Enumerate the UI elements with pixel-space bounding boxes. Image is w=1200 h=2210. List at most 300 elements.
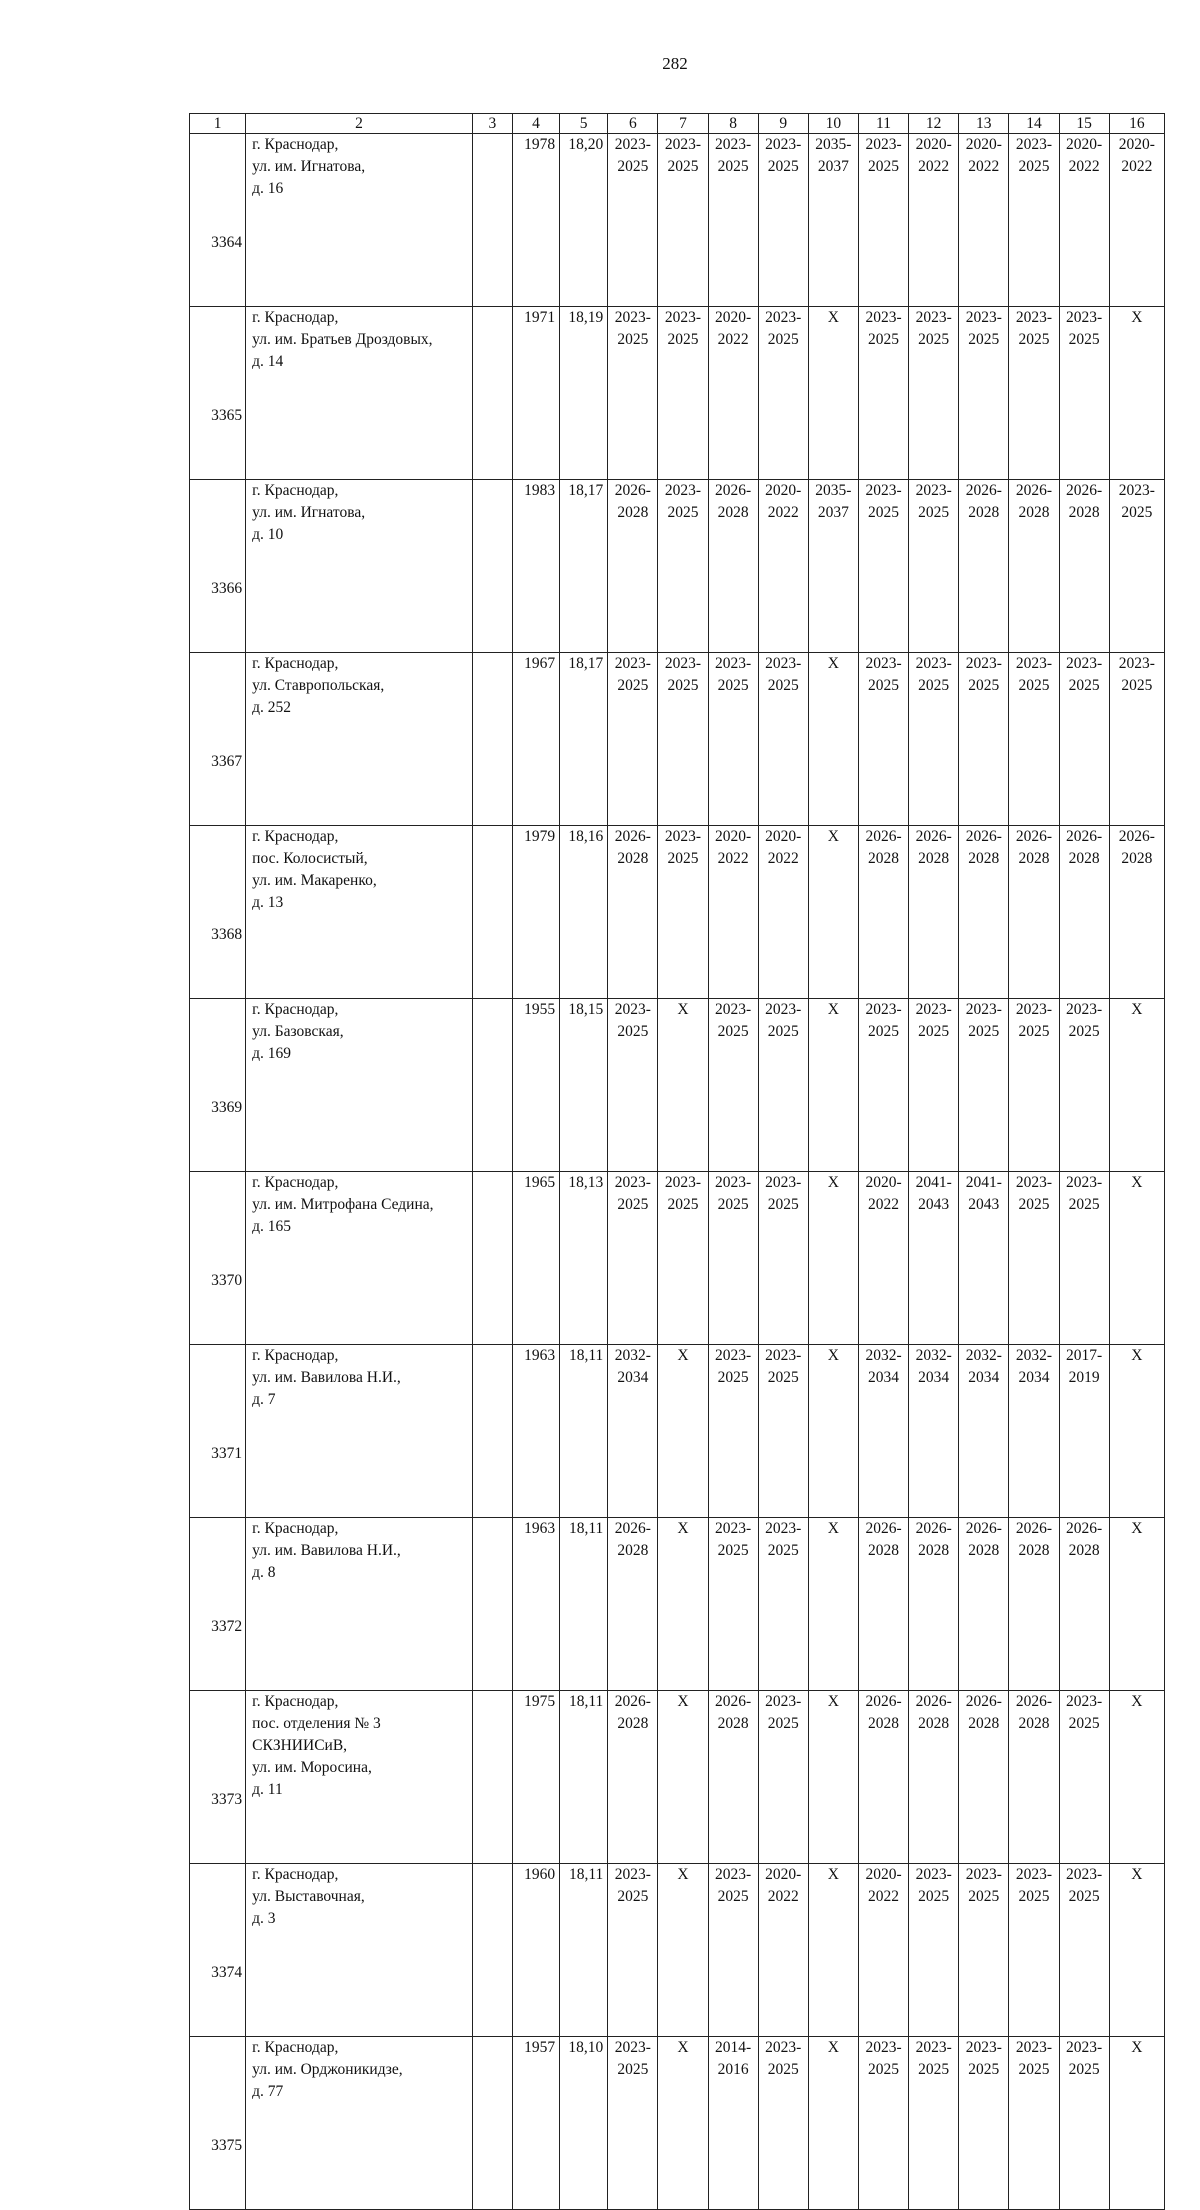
address-line: д. 14 <box>252 353 284 370</box>
period-cell-col-7 <box>658 1345 708 1518</box>
period-start: 2032- <box>965 1347 1002 1364</box>
column-3-cell <box>472 999 512 1172</box>
period-cell-col-11 <box>858 826 908 999</box>
period-start: 2023- <box>614 2039 651 2056</box>
period-start: X <box>1131 1347 1143 1364</box>
period-end: 2025 <box>968 1888 1000 1905</box>
address-line: д. 169 <box>252 1045 292 1062</box>
period-cell-col-7 <box>658 480 708 653</box>
period-cell-col-15 <box>1059 1518 1109 1691</box>
period-cell-col-14 <box>1009 1691 1059 1864</box>
build-year-cell: 1963 <box>512 1518 559 1691</box>
period-cell-col-14 <box>1009 2037 1059 2210</box>
period-start: X <box>827 655 839 672</box>
period-end: 2025 <box>1018 677 1050 694</box>
address-cell <box>246 480 473 653</box>
period-start: 2023- <box>765 2039 802 2056</box>
period-cell-col-15 <box>1059 826 1109 999</box>
period-end: 2025 <box>868 1023 900 1040</box>
period-end: 2028 <box>617 504 649 521</box>
period-end: 2025 <box>1068 2061 1100 2078</box>
table-row <box>190 1864 1165 2037</box>
address-line: г. Краснодар, <box>252 1001 339 1018</box>
address-line: г. Краснодар, <box>252 1174 339 1191</box>
period-cell-col-9 <box>758 826 808 999</box>
build-year-cell: 1960 <box>512 1864 559 2037</box>
period-cell-col-10 <box>808 826 858 999</box>
period-start: 2023- <box>1015 655 1053 672</box>
table-row <box>190 1691 1165 1864</box>
address-line: г. Краснодар, <box>252 828 339 845</box>
period-end: 2022 <box>1068 158 1100 175</box>
period-start: 2032- <box>915 1347 952 1364</box>
address-line: пос. Колосистый, <box>252 850 368 867</box>
build-year-cell: 1967 <box>512 653 559 826</box>
period-cell-col-8 <box>708 1172 758 1345</box>
period-end: 2028 <box>717 504 749 521</box>
period-cell-col-13 <box>959 1172 1009 1345</box>
period-cell-col-12 <box>909 1864 959 2037</box>
period-cell-col-16 <box>1109 1345 1164 1518</box>
period-start: X <box>827 1174 839 1191</box>
period-cell-col-12 <box>909 1172 959 1345</box>
row-number: 3366 <box>190 480 246 653</box>
period-cell-col-15 <box>1059 999 1109 1172</box>
score-cell: 18,11 <box>560 1864 608 2037</box>
address-line: д. 13 <box>252 894 284 911</box>
period-end: 2025 <box>918 1023 950 1040</box>
period-start: 2032- <box>614 1347 651 1364</box>
address-line: д. 16 <box>252 180 284 197</box>
period-cell-col-6 <box>608 1691 658 1864</box>
period-cell-col-10 <box>808 2037 858 2210</box>
period-end: 2028 <box>1018 504 1050 521</box>
period-start: 2023- <box>1015 1174 1053 1191</box>
period-cell-col-11 <box>858 1864 908 2037</box>
period-cell-col-14 <box>1009 134 1059 307</box>
period-start: 2023- <box>715 1520 752 1537</box>
address-cell <box>246 999 473 1172</box>
period-end: 2025 <box>667 504 699 521</box>
period-start: 2026- <box>915 1693 952 1710</box>
period-start: 2035- <box>815 482 852 499</box>
period-start: 2023- <box>765 1693 802 1710</box>
period-cell-col-9 <box>758 653 808 826</box>
period-cell-col-7 <box>658 826 708 999</box>
column-header-15: 15 <box>1059 114 1109 134</box>
period-end: 2028 <box>1018 850 1050 867</box>
period-cell-col-16 <box>1109 1518 1164 1691</box>
period-cell-col-10 <box>808 480 858 653</box>
period-start: X <box>827 1001 839 1018</box>
address-cell <box>246 826 473 999</box>
period-end: 2043 <box>918 1196 950 1213</box>
period-end: 2025 <box>617 2061 649 2078</box>
period-start: 2023- <box>765 136 802 153</box>
period-cell-col-8 <box>708 826 758 999</box>
period-cell-col-11 <box>858 1345 908 1518</box>
period-cell-col-11 <box>858 2037 908 2210</box>
period-end: 2028 <box>1121 850 1153 867</box>
period-start: X <box>827 1693 839 1710</box>
period-end: 2028 <box>918 1715 950 1732</box>
period-cell-col-16 <box>1109 480 1164 653</box>
period-start: 2026- <box>865 828 902 845</box>
period-start: 2023- <box>715 1001 752 1018</box>
column-header-7: 7 <box>658 114 708 134</box>
period-start: X <box>827 1520 839 1537</box>
period-end: 2028 <box>1068 504 1100 521</box>
period-cell-col-14 <box>1009 1864 1059 2037</box>
period-start: 2023- <box>765 655 802 672</box>
period-start: 2023- <box>965 309 1002 326</box>
period-end: 2028 <box>1068 850 1100 867</box>
address-line: ул. им. Макаренко, <box>252 872 377 889</box>
period-start: 2026- <box>1118 828 1155 845</box>
period-end: 2025 <box>667 331 699 348</box>
period-cell-col-13 <box>959 1345 1009 1518</box>
period-start: X <box>677 1520 689 1537</box>
period-cell-col-8 <box>708 480 758 653</box>
column-header-16: 16 <box>1109 114 1164 134</box>
period-start: 2023- <box>1015 2039 1053 2056</box>
period-end: 2025 <box>1068 1023 1100 1040</box>
period-cell-col-12 <box>909 2037 959 2210</box>
period-end: 2025 <box>767 1715 799 1732</box>
period-start: X <box>1131 1693 1143 1710</box>
period-end: 2025 <box>968 2061 1000 2078</box>
address-line: г. Краснодар, <box>252 482 339 499</box>
table-row <box>190 1518 1165 1691</box>
column-header-3: 3 <box>472 114 512 134</box>
period-start: 2023- <box>715 136 752 153</box>
period-end: 2025 <box>667 850 699 867</box>
period-cell-col-13 <box>959 134 1009 307</box>
period-cell-col-12 <box>909 307 959 480</box>
period-end: 2028 <box>1018 1715 1050 1732</box>
period-end: 2025 <box>717 1023 749 1040</box>
address-line: д. 7 <box>252 1391 276 1408</box>
period-cell-col-12 <box>909 1691 959 1864</box>
period-cell-col-9 <box>758 1864 808 2037</box>
score-cell: 18,19 <box>560 307 608 480</box>
build-year-cell: 1965 <box>512 1172 559 1345</box>
period-cell-col-13 <box>959 1518 1009 1691</box>
address-line: ул. Ставропольская, <box>252 677 385 694</box>
column-3-cell <box>472 134 512 307</box>
score-cell: 18,17 <box>560 480 608 653</box>
table-row <box>190 1172 1165 1345</box>
period-start: X <box>1131 1866 1143 1883</box>
period-start: 2026- <box>965 1693 1002 1710</box>
period-start: 2023- <box>614 1001 651 1018</box>
period-start: 2026- <box>1066 1520 1103 1537</box>
score-cell: 18,16 <box>560 826 608 999</box>
period-start: 2026- <box>614 1693 651 1710</box>
period-start: 2041- <box>915 1174 952 1191</box>
period-cell-col-8 <box>708 1691 758 1864</box>
address-line: г. Краснодар, <box>252 136 339 153</box>
period-cell-col-12 <box>909 999 959 1172</box>
period-end: 2025 <box>868 158 900 175</box>
period-cell-col-7 <box>658 1172 708 1345</box>
period-cell-col-9 <box>758 134 808 307</box>
period-cell-col-14 <box>1009 826 1059 999</box>
period-start: X <box>827 1347 839 1364</box>
period-start: 2023- <box>765 1347 802 1364</box>
period-cell-col-7 <box>658 1691 708 1864</box>
period-end: 2025 <box>868 2061 900 2078</box>
address-line: ул. Базовская, <box>252 1023 344 1040</box>
period-cell-col-13 <box>959 999 1009 1172</box>
period-cell-col-13 <box>959 2037 1009 2210</box>
column-header-1: 1 <box>190 114 246 134</box>
period-end: 2025 <box>918 1888 950 1905</box>
period-start: 2026- <box>715 1693 752 1710</box>
period-cell-col-12 <box>909 826 959 999</box>
period-cell-col-6 <box>608 480 658 653</box>
period-cell-col-11 <box>858 1691 908 1864</box>
period-start: 2026- <box>1015 1520 1053 1537</box>
column-header-2: 2 <box>246 114 473 134</box>
period-start: 2020- <box>715 309 752 326</box>
build-year-cell: 1963 <box>512 1345 559 1518</box>
period-end: 2028 <box>868 1715 900 1732</box>
period-end: 2037 <box>817 504 849 521</box>
period-cell-col-8 <box>708 1345 758 1518</box>
row-number: 3364 <box>190 134 246 307</box>
period-end: 2025 <box>767 1023 799 1040</box>
period-start: 2023- <box>865 1001 902 1018</box>
period-end: 2025 <box>717 1369 749 1386</box>
address-line: д. 165 <box>252 1218 292 1235</box>
table-body <box>190 114 1165 2210</box>
period-cell-col-7 <box>658 2037 708 2210</box>
period-start: 2020- <box>865 1174 902 1191</box>
period-cell-col-13 <box>959 653 1009 826</box>
period-start: 2023- <box>965 2039 1002 2056</box>
period-end: 2022 <box>868 1196 900 1213</box>
period-end: 2025 <box>868 504 900 521</box>
column-3-cell <box>472 2037 512 2210</box>
period-cell-col-14 <box>1009 1518 1059 1691</box>
period-start: 2023- <box>614 655 651 672</box>
table-row <box>190 999 1165 1172</box>
period-end: 2034 <box>1018 1369 1050 1386</box>
period-cell-col-10 <box>808 1864 858 2037</box>
column-header-9: 9 <box>758 114 808 134</box>
score-cell: 18,15 <box>560 999 608 1172</box>
address-line: д. 77 <box>252 2083 284 2100</box>
address-cell <box>246 1864 473 2037</box>
period-end: 2025 <box>918 2061 950 2078</box>
period-start: 2023- <box>664 309 702 326</box>
period-end: 2025 <box>918 504 950 521</box>
score-cell: 18,11 <box>560 1518 608 1691</box>
period-cell-col-15 <box>1059 2037 1109 2210</box>
period-cell-col-13 <box>959 1864 1009 2037</box>
period-cell-col-13 <box>959 307 1009 480</box>
period-end: 2025 <box>617 158 649 175</box>
period-start: 2014- <box>715 2039 752 2056</box>
period-start: X <box>827 309 839 326</box>
build-year-cell: 1971 <box>512 307 559 480</box>
period-start: 2023- <box>915 309 952 326</box>
row-number: 3368 <box>190 826 246 999</box>
period-end: 2025 <box>968 1023 1000 1040</box>
period-cell-col-14 <box>1009 1172 1059 1345</box>
address-cell <box>246 1518 473 1691</box>
period-end: 2025 <box>667 158 699 175</box>
period-start: 2023- <box>1066 309 1103 326</box>
address-cell <box>246 134 473 307</box>
column-header-11: 11 <box>858 114 908 134</box>
column-3-cell <box>472 1172 512 1345</box>
period-cell-col-11 <box>858 1172 908 1345</box>
row-number: 3365 <box>190 307 246 480</box>
period-start: 2023- <box>664 655 702 672</box>
period-cell-col-15 <box>1059 1864 1109 2037</box>
column-header-8: 8 <box>708 114 758 134</box>
period-cell-col-10 <box>808 999 858 1172</box>
period-end: 2025 <box>1068 331 1100 348</box>
period-start: 2041- <box>965 1174 1002 1191</box>
period-cell-col-10 <box>808 1172 858 1345</box>
period-start: 2032- <box>865 1347 902 1364</box>
row-number: 3369 <box>190 999 246 1172</box>
build-year-cell: 1975 <box>512 1691 559 1864</box>
period-start: 2020- <box>1066 136 1103 153</box>
housing-registry-table <box>189 113 1165 2210</box>
address-line: ул. им. Митрофана Седина, <box>252 1196 434 1213</box>
period-start: 2023- <box>1066 1174 1103 1191</box>
period-start: 2023- <box>715 1866 752 1883</box>
period-end: 2025 <box>1018 1023 1050 1040</box>
period-end: 2025 <box>667 677 699 694</box>
period-start: X <box>677 1866 689 1883</box>
period-cell-col-8 <box>708 2037 758 2210</box>
period-start: 2023- <box>1066 1001 1103 1018</box>
period-start: 2032- <box>1015 1347 1053 1364</box>
period-cell-col-16 <box>1109 1172 1164 1345</box>
period-cell-col-9 <box>758 1172 808 1345</box>
period-end: 2025 <box>1018 2061 1050 2078</box>
period-end: 2028 <box>918 850 950 867</box>
period-cell-col-15 <box>1059 653 1109 826</box>
period-cell-col-16 <box>1109 653 1164 826</box>
column-header-12: 12 <box>909 114 959 134</box>
period-cell-col-12 <box>909 1518 959 1691</box>
period-cell-col-8 <box>708 307 758 480</box>
period-cell-col-8 <box>708 653 758 826</box>
column-header-6: 6 <box>608 114 658 134</box>
column-3-cell <box>472 653 512 826</box>
period-end: 2025 <box>717 677 749 694</box>
period-end: 2028 <box>617 1715 649 1732</box>
period-start: 2023- <box>614 136 651 153</box>
period-start: 2020- <box>1118 136 1155 153</box>
period-start: X <box>827 828 839 845</box>
column-3-cell <box>472 1518 512 1691</box>
period-cell-col-7 <box>658 1518 708 1691</box>
period-cell-col-10 <box>808 134 858 307</box>
build-year-cell: 1957 <box>512 2037 559 2210</box>
score-cell: 18,11 <box>560 1345 608 1518</box>
period-cell-col-7 <box>658 653 708 826</box>
period-end: 2022 <box>767 504 799 521</box>
period-end: 2022 <box>868 1888 900 1905</box>
period-cell-col-7 <box>658 134 708 307</box>
column-header-10: 10 <box>808 114 858 134</box>
period-end: 2025 <box>1068 1888 1100 1905</box>
period-end: 2025 <box>1068 1715 1100 1732</box>
period-cell-col-6 <box>608 999 658 1172</box>
period-start: 2023- <box>1066 1693 1103 1710</box>
period-start: 2026- <box>965 828 1002 845</box>
period-start: 2026- <box>1066 828 1103 845</box>
row-number: 3372 <box>190 1518 246 1691</box>
period-start: 2020- <box>765 1866 802 1883</box>
address-cell <box>246 1172 473 1345</box>
column-3-cell <box>472 307 512 480</box>
period-cell-col-11 <box>858 134 908 307</box>
build-year-cell: 1979 <box>512 826 559 999</box>
period-cell-col-12 <box>909 653 959 826</box>
period-cell-col-6 <box>608 1345 658 1518</box>
period-end: 2025 <box>968 677 1000 694</box>
column-header-14: 14 <box>1009 114 1059 134</box>
period-cell-col-10 <box>808 1345 858 1518</box>
period-end: 2016 <box>717 2061 749 2078</box>
period-start: 2023- <box>715 655 752 672</box>
period-start: X <box>1131 2039 1143 2056</box>
address-line: г. Краснодар, <box>252 1520 339 1537</box>
period-cell-col-15 <box>1059 134 1109 307</box>
address-line: д. 10 <box>252 526 284 543</box>
period-cell-col-13 <box>959 480 1009 653</box>
table-row <box>190 134 1165 307</box>
period-start: 2023- <box>865 136 902 153</box>
period-start: X <box>677 1001 689 1018</box>
address-line: пос. отделения № 3 <box>252 1715 381 1732</box>
period-end: 2025 <box>767 1196 799 1213</box>
period-end: 2025 <box>717 1542 749 1559</box>
period-cell-col-11 <box>858 480 908 653</box>
period-cell-col-14 <box>1009 653 1059 826</box>
table-row <box>190 653 1165 826</box>
row-number: 3367 <box>190 653 246 826</box>
row-number: 3374 <box>190 1864 246 2037</box>
period-start: 2020- <box>915 136 952 153</box>
period-start: 2026- <box>1015 482 1053 499</box>
score-cell: 18,20 <box>560 134 608 307</box>
period-start: 2023- <box>1015 1866 1053 1883</box>
period-start: 2026- <box>1015 828 1053 845</box>
period-end: 2028 <box>617 850 649 867</box>
period-cell-col-6 <box>608 2037 658 2210</box>
period-start: 2026- <box>915 828 952 845</box>
period-end: 2025 <box>767 1369 799 1386</box>
period-start: X <box>1131 1001 1143 1018</box>
period-cell-col-9 <box>758 307 808 480</box>
period-start: 2020- <box>865 1866 902 1883</box>
row-number: 3370 <box>190 1172 246 1345</box>
period-end: 2025 <box>868 331 900 348</box>
period-end: 2025 <box>717 158 749 175</box>
table-row <box>190 826 1165 999</box>
address-line: ул. им. Орджоникидзе, <box>252 2061 403 2078</box>
period-cell-col-12 <box>909 480 959 653</box>
